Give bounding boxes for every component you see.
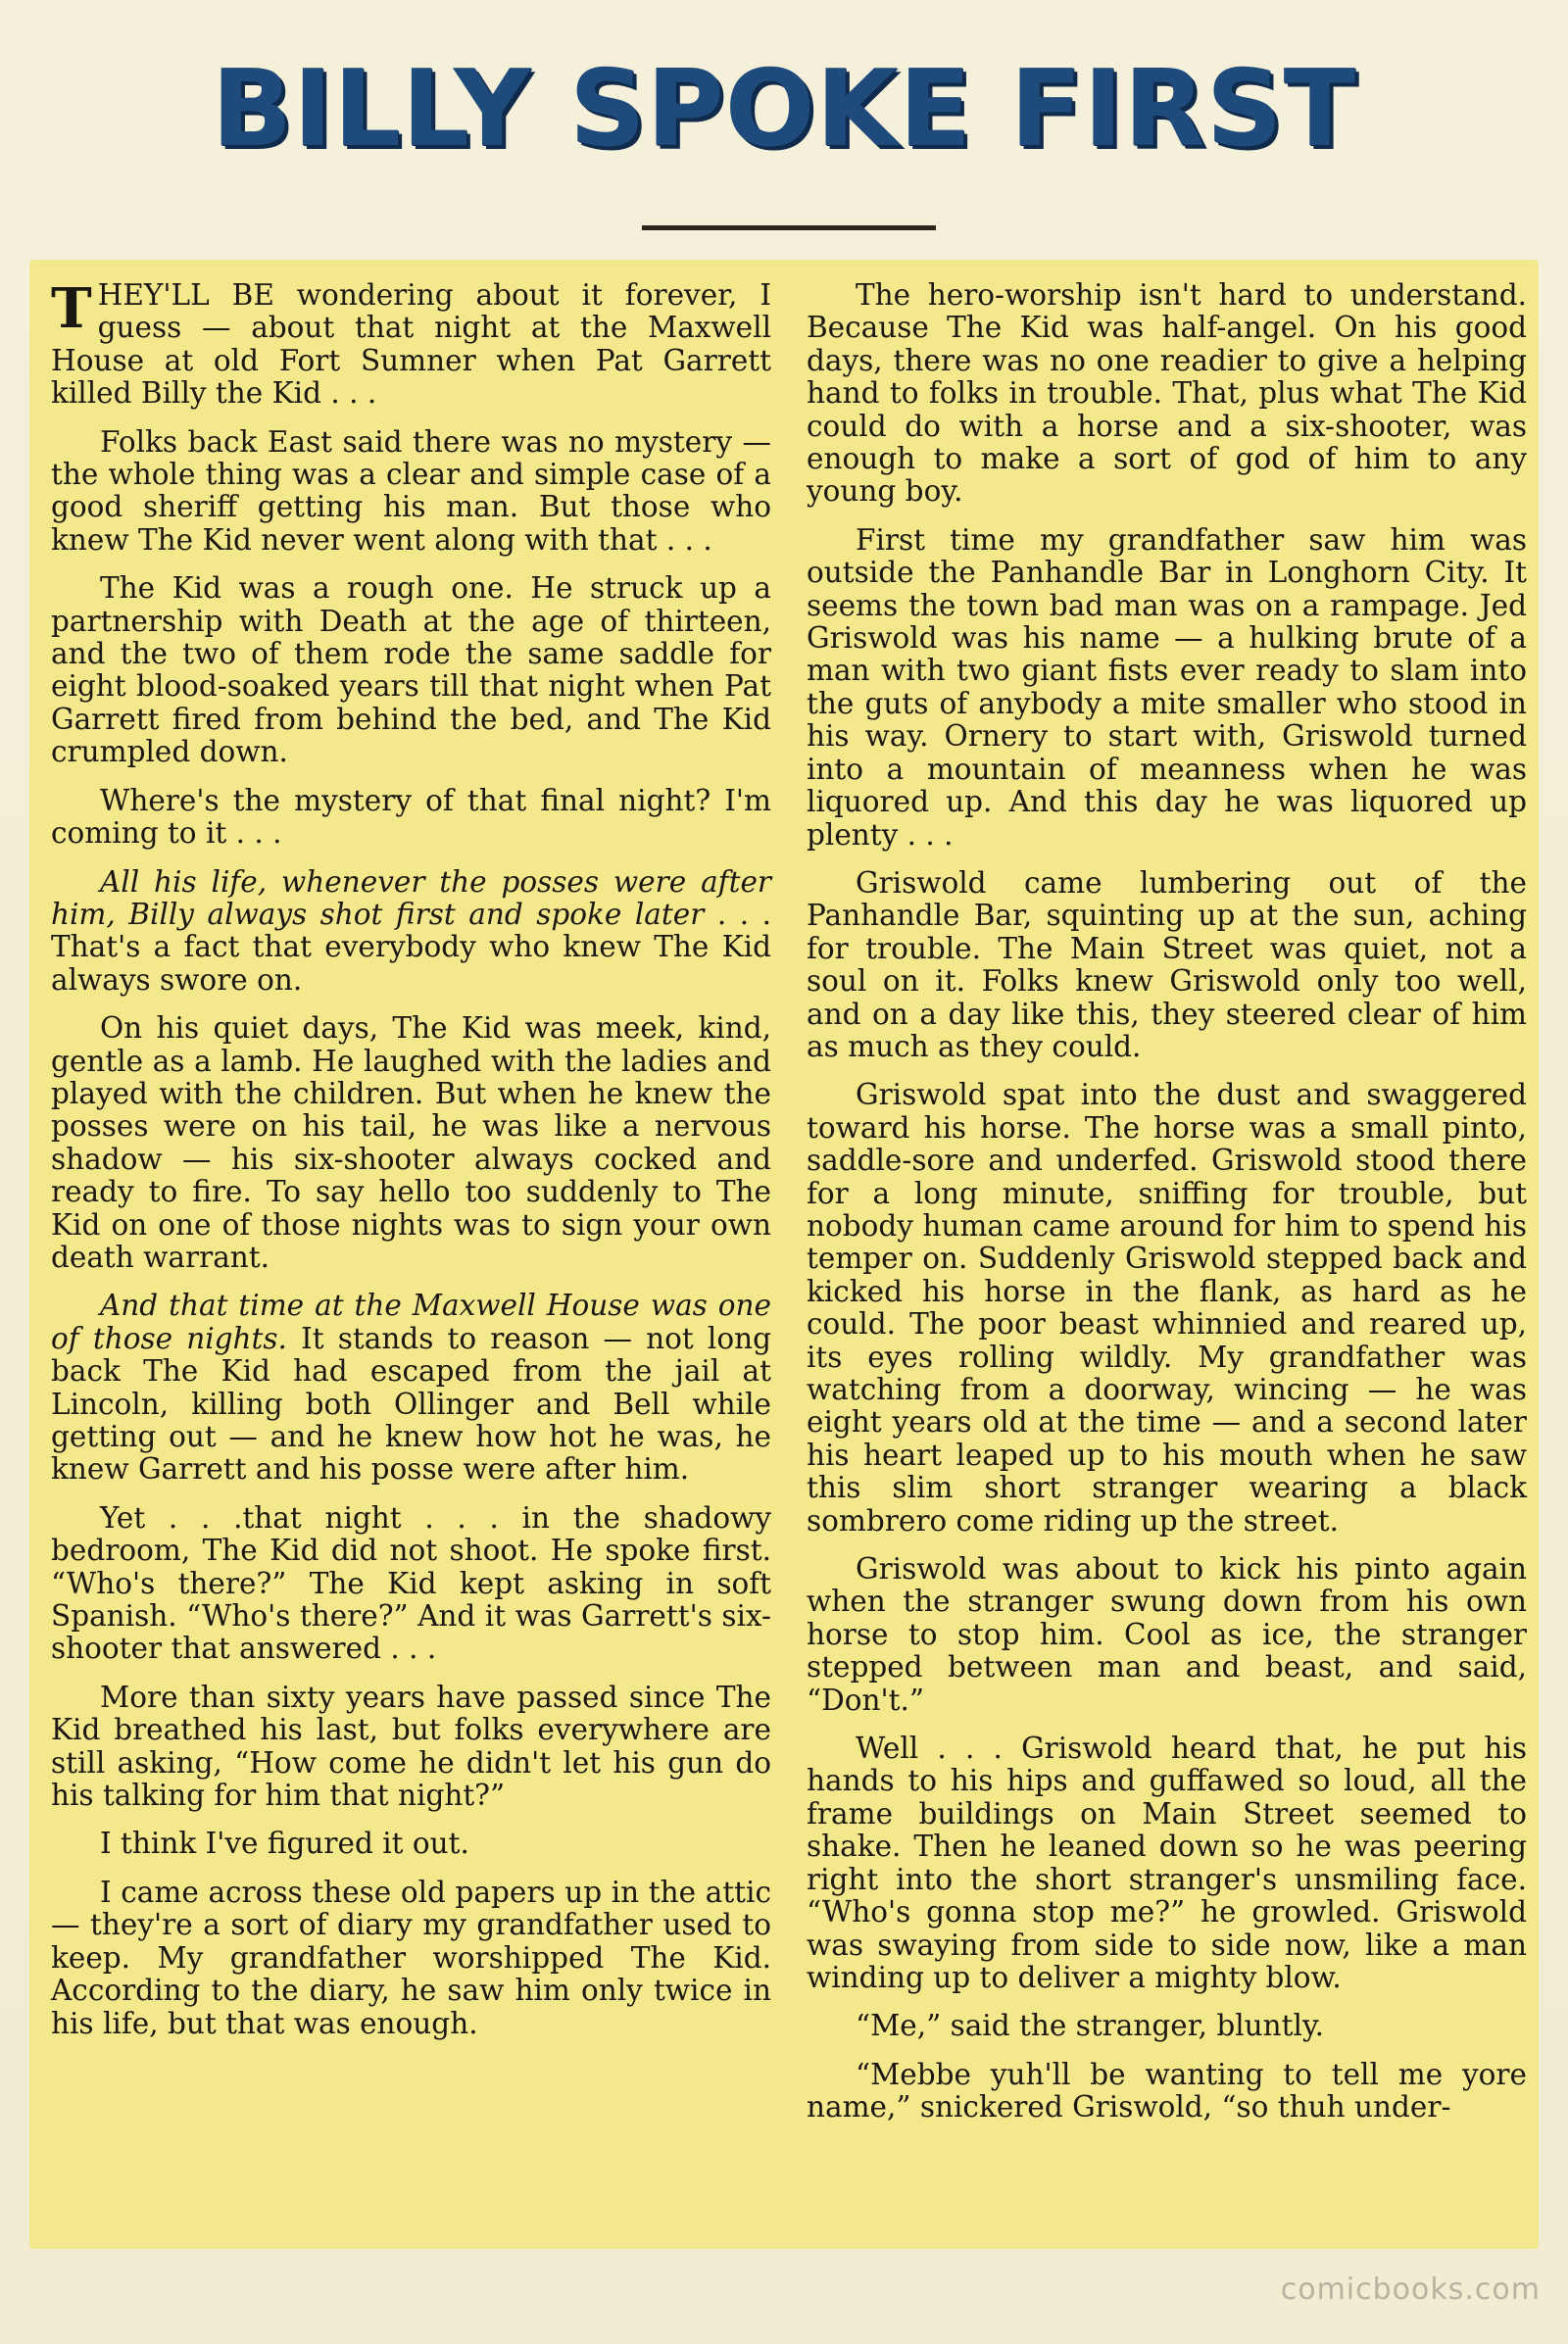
story-title: BILLY SPOKE FIRST: [211, 48, 1357, 171]
paragraph: First time my grandfather saw him was outside the Panhandle Bar in Longhorn City. It seems the town bad man was on a rampage. Jed Griswold was his name — a hulking brute of a man with two giant fists ever ready to slam into the guts of anybody a mite smaller who stood in his way. Ornery to start with, Griswold turned into a mountain of meanness when he was liquored up. And this day he was liquored up plenty . . .: [807, 522, 1527, 852]
paragraph: More than sixty years have passed since The Kid breathed his last, but folks everywhere are still asking, “How come he didn't let his gun do his talking for him that night?”: [51, 1680, 771, 1813]
drop-cap: T: [51, 276, 92, 341]
paragraph: I think I've figured it out.: [100, 1827, 469, 1861]
paragraph: And that time at the Maxwell House was one of those nights. It stands to reason — not long back The Kid had escaped from the jail at Lincoln, killing both Ollinger and Bell while getting out — and he knew how hot he was, he knew Garrett and his posse were after him.: [51, 1289, 771, 1487]
paragraph: Where's the mystery of that final night? I'm coming to it . . .: [51, 783, 771, 851]
italic-text: All his life, whenever the posses were after him, Billy always shot first and spoke later: [51, 864, 771, 931]
paragraph: On his quiet days, The Kid was meek, kind, gentle as a lamb. He laughed with the ladies and played with the children. But when he knew the posses were on his tail, he was like a nervous shadow — his six-shooter always cocked and ready to fire. To say hello too suddenly to The Kid on one of those nights was to sign your own death warrant.: [51, 1011, 771, 1274]
paragraph: All his life, whenever the posses were after him, Billy always shot first and spoke later . . . That's a fact that everybody who knew The Kid always swore on.: [51, 864, 771, 997]
paragraph: Yet . . .that night . . . in the shadowy bedroom, The Kid did not shoot. He spoke first. “Who's there?” The Kid kept asking in soft Spanish. “Who's there?” And it was Garrett's six-shooter that answered . . .: [51, 1500, 771, 1666]
paragraph: Griswold was about to kick his pinto again when the stranger swung down from his own horse to stop him. Cool as ice, the stranger stepped between man and beast, and said, “Don't.”: [807, 1552, 1527, 1717]
paragraph: The Kid was a rough one. He struck up a partnership with Death at the age of thirteen, and the two of them rode the same saddle for eight blood-soaked years till that night when Pat Garrett fired from behind the bed, and The Kid crumpled down.: [51, 571, 771, 769]
paragraph: “Mebbe yuh'll be wanting to tell me yore name,” snickered Griswold, “so thuh under-: [807, 2057, 1527, 2124]
title-divider: [642, 225, 936, 230]
paragraph: Folks back East said there was no mystery — the whole thing was a clear and simple case of a good sheriff getting his man. But those who knew The Kid never went along with that . . .: [51, 424, 771, 557]
paragraph: “Me,” said the stranger, bluntly.: [856, 2009, 1325, 2043]
text-panel: [29, 260, 1539, 2249]
italic-text: And that time at the Maxwell House was one of those nights.: [51, 1289, 771, 1355]
paragraph: THEY'LL BE wondering about it forever, I guess — about that night at the Maxwell House at old Fort Sumner when Pat Garrett killed Billy the Kid . . .: [51, 276, 771, 411]
watermark: comicbooks.com: [1280, 2272, 1541, 2307]
paragraph: Griswold came lumbering out of the Panhandle Bar, squinting up at the sun, aching for trouble. The Main Street was quiet, not a soul on it. Folks knew Griswold only too well, and on a day like this, they steered clear of him as much as they could.: [807, 865, 1527, 1063]
right-column: [807, 279, 1527, 2140]
paragraph: I came across these old papers up in the attic — they're a sort of diary my grandfather used to keep. My grandfather worshipped The Kid. According to the diary, he saw him only twice in his life, but that was enough.: [51, 1875, 771, 2040]
paragraph: The hero-worship isn't hard to understand. Because The Kid was half-angel. On his good days, there was no one readier to give a helping hand to folks in trouble. That, plus what The Kid could do with a horse and a six-shooter, was enough to make a sort of god of him to any young boy.: [807, 278, 1527, 509]
left-column: [51, 276, 771, 2056]
paragraph: Well . . . Griswold heard that, he put his hands to his hips and guffawed so loud, all the frame buildings on Main Street seemed to shake. Then he leaned down so he was peering right into the short stranger's unsmiling face. “Who's gonna stop me?” he growled. Griswold was swaying from side to side now, like a man winding up to deliver a mighty blow.: [807, 1732, 1527, 1994]
paragraph: Griswold spat into the dust and swaggered toward his horse. The horse was a small pinto, saddle-sore and underfed. Griswold stood there for a long minute, sniffing for trouble, but nobody human came around for him to spend his temper on. Suddenly Griswold stepped back and kicked his horse in the flank, as hard as he could. The poor beast whinnied and reared up, its eyes rolling wildly. My grandfather was watching from a doorway, wincing — he was eight years old at the time — and a second later his heart leaped up to his mouth when he saw this slim short stranger wearing a black sombrero come riding up the street.: [807, 1078, 1527, 1538]
